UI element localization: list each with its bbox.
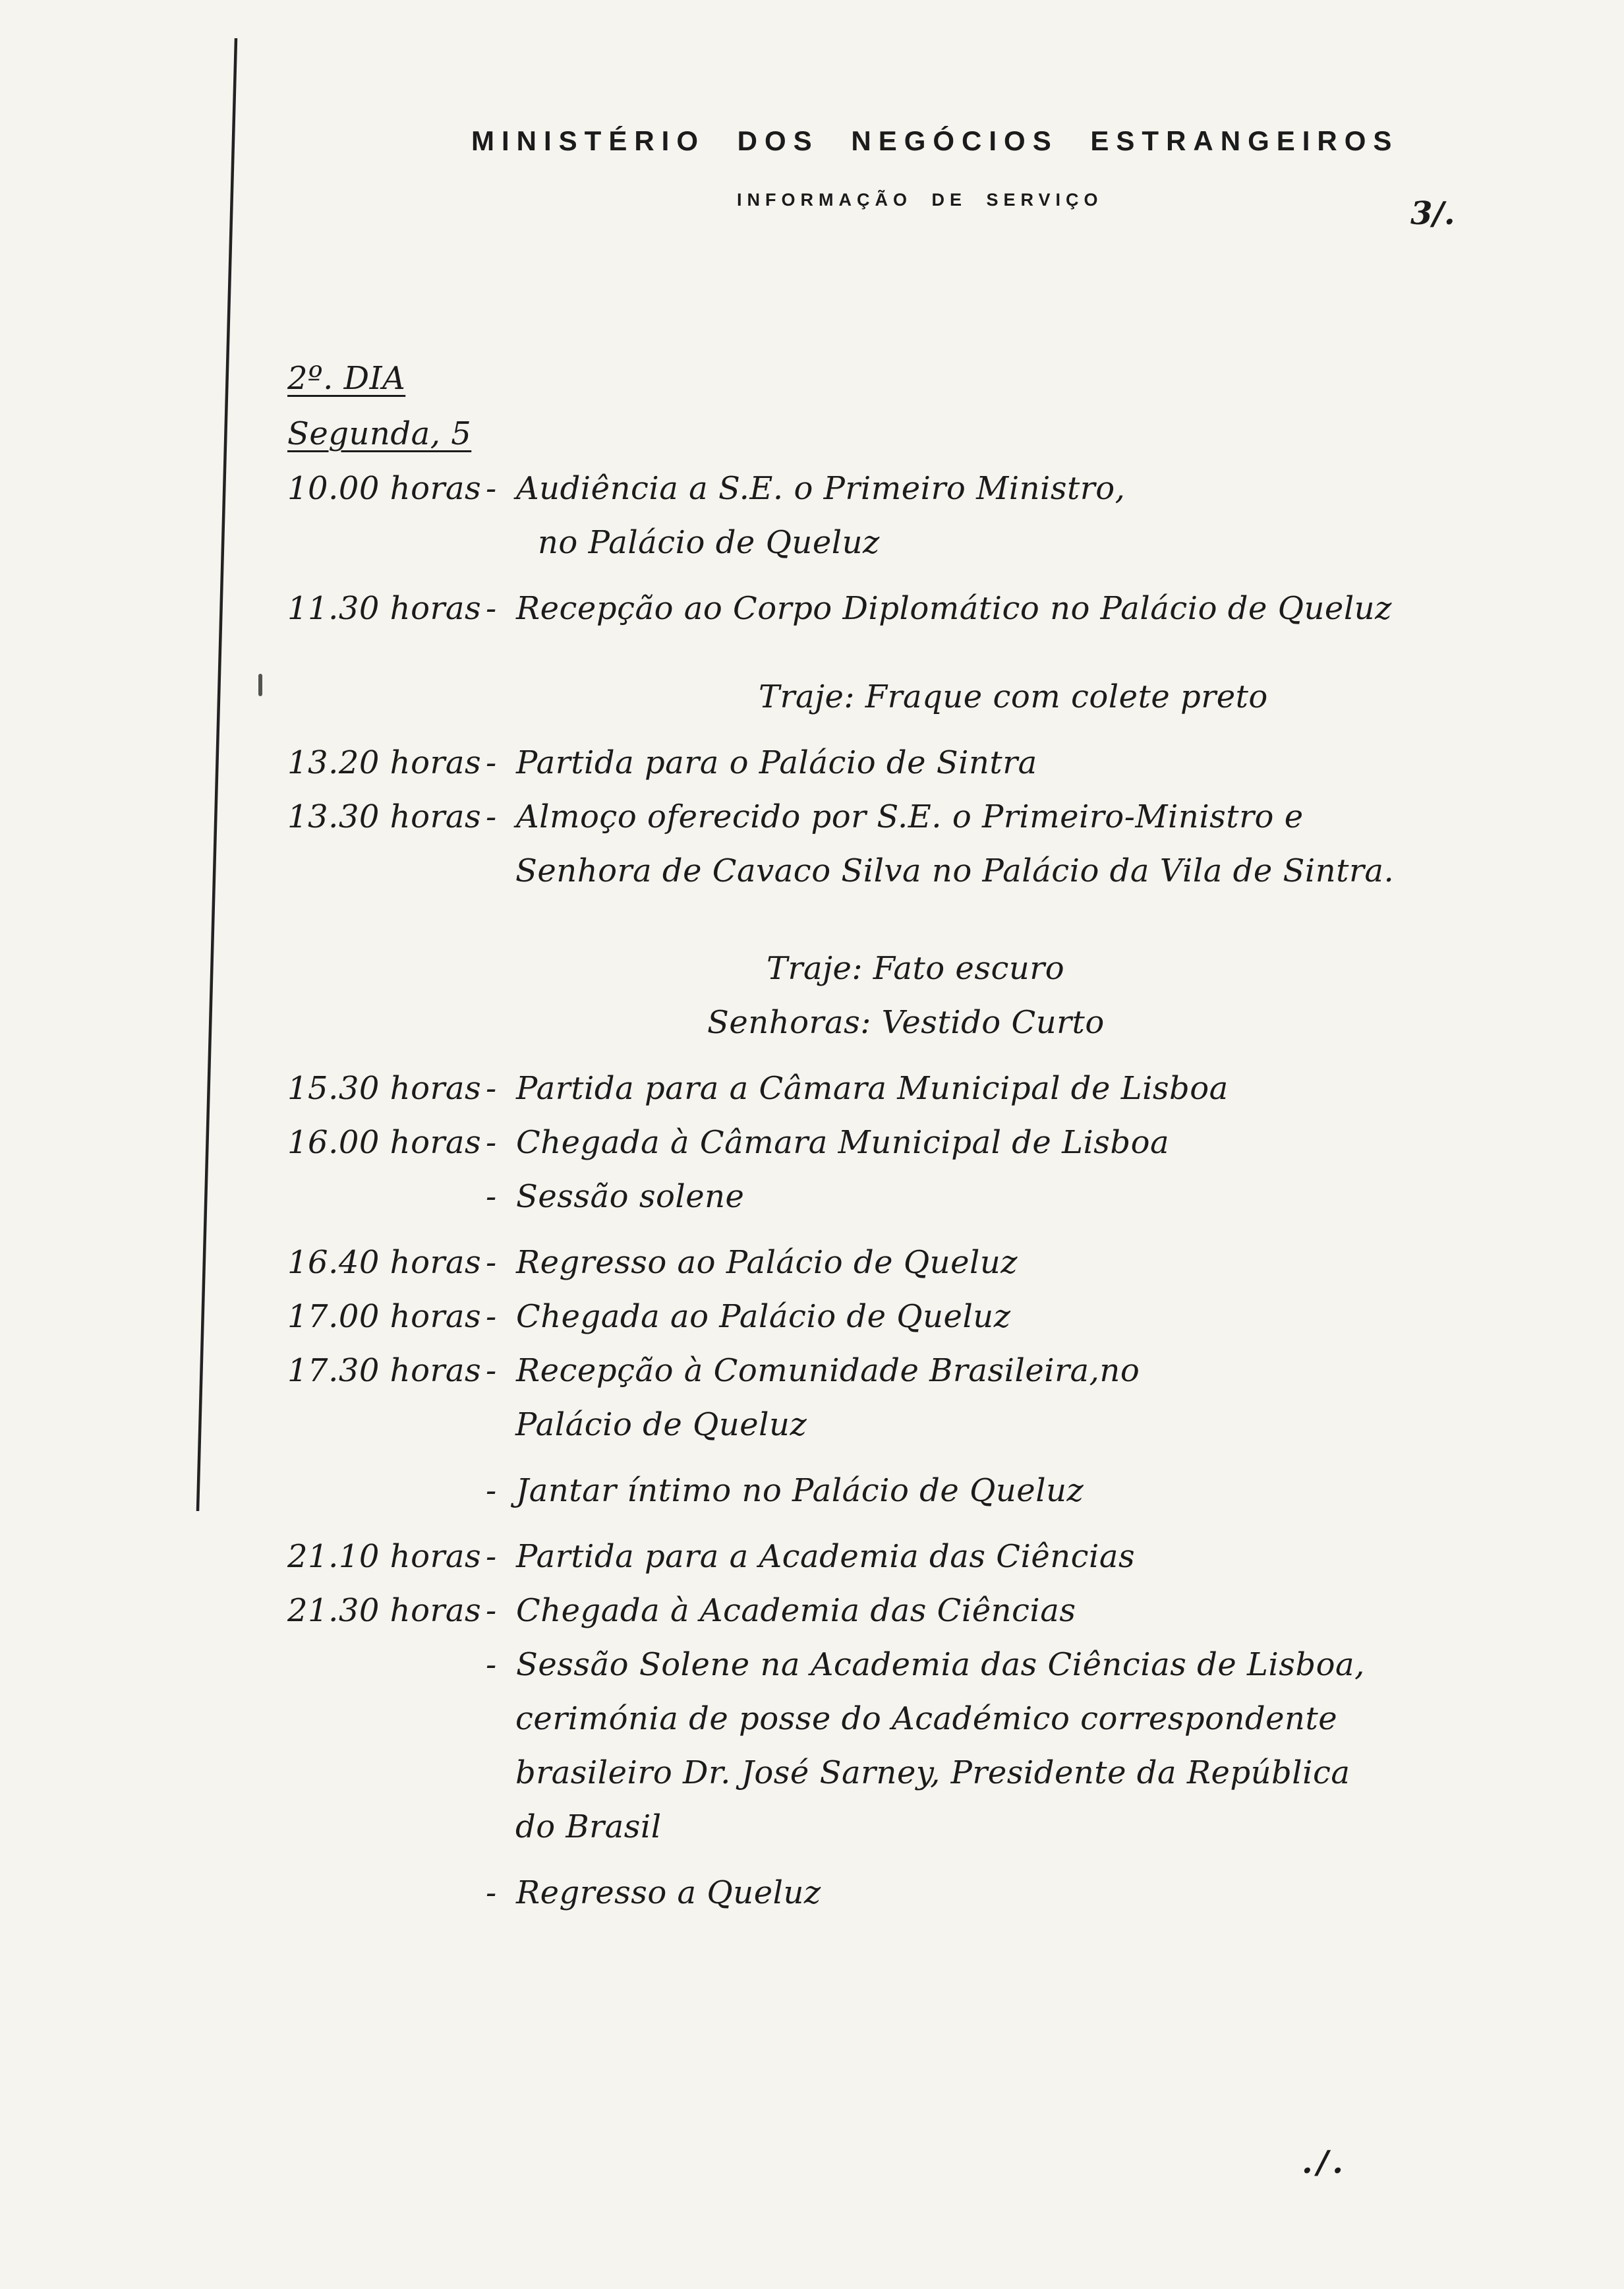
dash: - [486,1646,497,1683]
schedule-body [287,351,1565,1920]
ministry-title: MINISTÉRIO DOS NEGÓCIOS ESTRANGEIROS [471,125,1399,156]
dash: - [486,1472,497,1509]
event-text: Audiência a S.E. o Primeiro Ministro, [516,470,1126,507]
time-label: 17.00 horas [287,1298,482,1335]
event-text: Palácio de Queluz [515,1406,807,1443]
event-text: Recepção à Comunidade Brasileira,no [516,1352,1140,1389]
event-text: Partida para a Câmara Municipal de Lisboa [516,1070,1229,1107]
schedule-line-continuation [287,516,1565,570]
event-text: Partida para a Academia das Ciências [516,1538,1136,1575]
event-text: Partida para o Palácio de Sintra [516,744,1037,781]
schedule-line-continuation [287,1692,1565,1746]
dash: - [486,1352,497,1389]
schedule-line-continuation [287,844,1565,898]
time-label: 13.30 horas [287,798,482,835]
event-text: Chegada à Câmara Municipal de Lisboa [516,1124,1170,1161]
time-label: 11.30 horas [287,590,482,627]
event-text: Senhora de Cavaco Silva no Palácio da Vila de Sintra. [515,852,1395,889]
time-label: 16.40 horas [287,1244,482,1281]
schedule-line [287,1170,1565,1224]
time-label: 10.00 horas [287,470,482,507]
event-text: cerimónia de posse do Académico correspondente [515,1700,1338,1737]
dress-code-line [287,996,1565,1050]
dash: - [486,1244,497,1281]
dash: - [486,1124,497,1161]
schedule-line [287,581,1565,636]
event-text: do Brasil [515,1808,662,1845]
schedule-line [287,1290,1565,1344]
schedule-line-continuation [287,1398,1565,1452]
event-text: Regresso a Queluz [516,1874,821,1911]
event-text: brasileiro Dr. José Sarney, Presidente da República [515,1754,1350,1791]
event-text: Chegada à Academia das Ciências [516,1592,1076,1629]
date-heading [287,406,1565,461]
dress-code-line [287,670,1565,724]
schedule-line-continuation [287,1746,1565,1800]
schedule-line [287,1235,1565,1290]
dash: - [486,798,497,835]
date-heading-text: Segunda, 5 [287,415,472,452]
event-text: Regresso ao Palácio de Queluz [516,1244,1018,1281]
schedule-line [287,1464,1565,1518]
time-label: 16.00 horas [287,1124,482,1161]
service-info-subtitle: INFORMAÇÃO DE SERVIÇO [737,190,1103,210]
schedule-line [287,790,1565,844]
dash: - [486,1070,497,1107]
time-label: 17.30 horas [287,1352,482,1389]
dash: - [486,470,497,507]
dash: - [486,1874,497,1911]
dress-code-text: Traje: Fraque com colete preto [759,678,1268,715]
event-text: Jantar íntimo no Palácio de Queluz [516,1472,1084,1509]
ink-speck [258,674,262,696]
event-text: Sessão solene [516,1178,745,1215]
event-text: Recepção ao Corpo Diplomático no Palácio de Queluz [516,590,1392,627]
time-label: 13.20 horas [287,744,482,781]
dash: - [486,744,497,781]
schedule-line-continuation [287,1800,1565,1854]
day-heading [287,351,1565,406]
schedule-line [287,1115,1565,1170]
schedule-line [287,1638,1565,1692]
dash: - [486,1538,497,1575]
schedule-line [287,461,1565,516]
time-label: 21.10 horas [287,1538,482,1575]
event-text: Chegada ao Palácio de Queluz [516,1298,1011,1335]
schedule-line [287,1530,1565,1584]
page-number: 3/. [1410,195,1455,232]
time-label: 15.30 horas [287,1070,482,1107]
dress-code-text: Senhoras: Vestido Curto [707,1004,1105,1041]
dash: - [486,590,497,627]
dress-code-text: Traje: Fato escuro [767,950,1065,987]
event-text: Sessão Solene na Academia das Ciências de Lisboa, [516,1646,1365,1683]
event-text: no Palácio de Queluz [538,524,880,561]
schedule-line [287,1866,1565,1920]
end-of-page-mark: ./. [1302,2144,1347,2181]
dash: - [486,1178,497,1215]
schedule-line [287,1584,1565,1638]
schedule-line [287,1344,1565,1398]
event-text: Almoço oferecido por S.E. o Primeiro-Ministro e [516,798,1304,835]
dress-code-line [287,941,1565,996]
time-label: 21.30 horas [287,1592,482,1629]
day-heading-text: 2º. DIA [287,360,406,397]
schedule-line [287,736,1565,790]
dash: - [486,1592,497,1629]
dash: - [486,1298,497,1335]
schedule-line [287,1061,1565,1115]
